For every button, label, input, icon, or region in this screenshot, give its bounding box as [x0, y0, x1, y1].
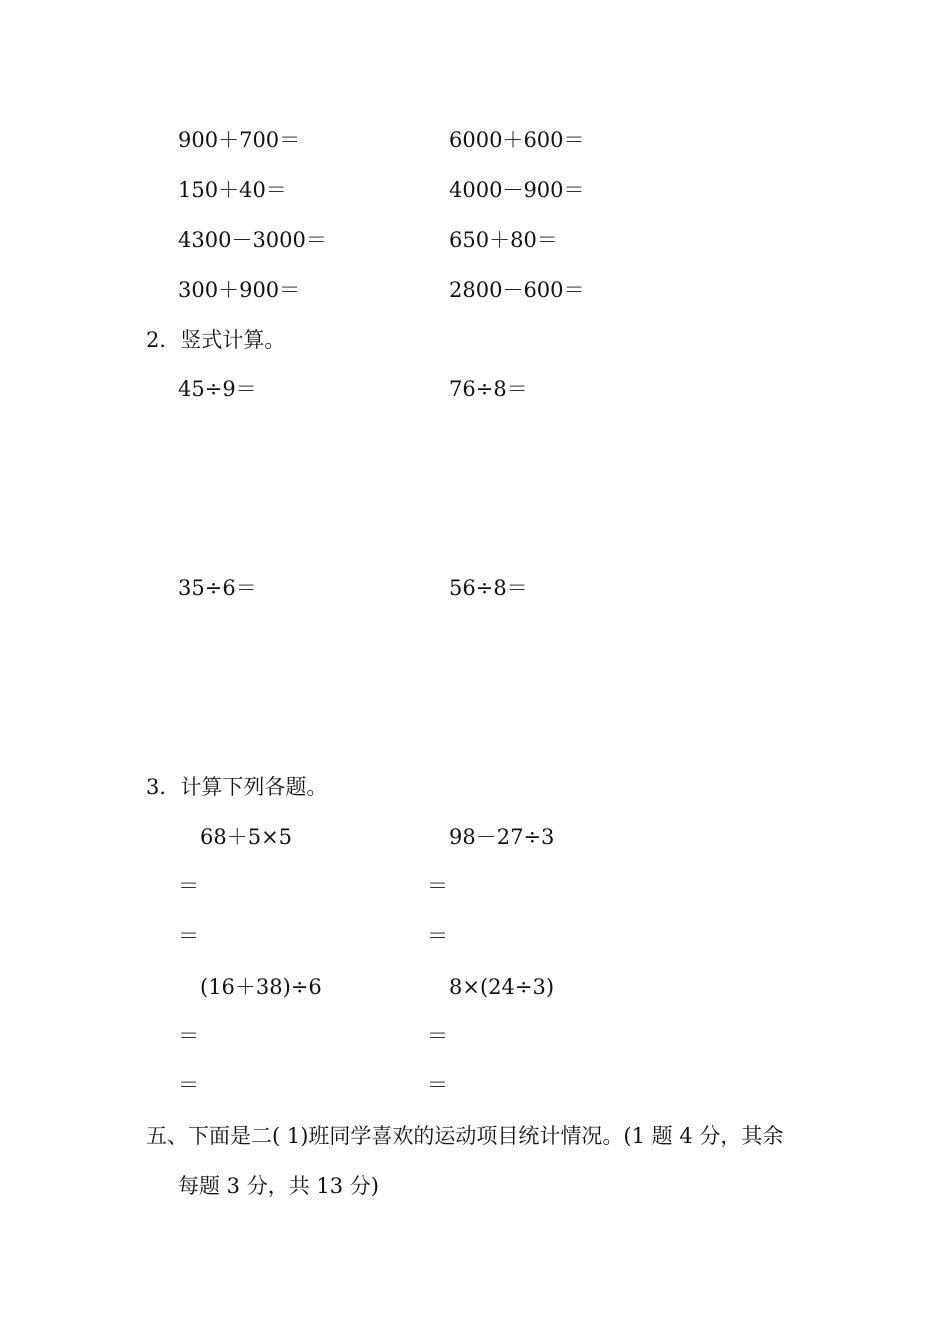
expr: 68＋5×5 [200, 825, 293, 849]
expr: 650＋80＝ [449, 228, 558, 252]
equals-sign: ＝ [178, 924, 199, 948]
expr: (16＋38)÷6 [200, 975, 322, 999]
expr: 6000＋600＝ [449, 128, 585, 152]
expr: 150＋40＝ [178, 178, 287, 202]
expr: 4300－3000＝ [178, 228, 327, 252]
section-title-continued: 每题 3 分，共 13 分) [178, 1174, 379, 1198]
expr: 56÷8＝ [449, 576, 528, 600]
expr: 98－27÷3 [449, 825, 555, 849]
expr: 8×(24÷3) [449, 975, 555, 999]
equals-sign: ＝ [427, 924, 448, 948]
expr: 300＋900＝ [178, 278, 301, 302]
expr: 35÷6＝ [178, 576, 257, 600]
equals-sign: ＝ [427, 1024, 448, 1048]
equals-sign: ＝ [178, 874, 199, 898]
section-heading: 2．竖式计算。 [146, 328, 286, 352]
expr: 4000－900＝ [449, 178, 585, 202]
equals-sign: ＝ [178, 1073, 199, 1097]
section-title: 五、下面是二( 1)班同学喜欢的运动项目统计情况。(1 题 4 分，其余 [146, 1124, 784, 1148]
expr: 45÷9＝ [178, 377, 257, 401]
expr: 900＋700＝ [178, 128, 301, 152]
equals-sign: ＝ [178, 1024, 199, 1048]
section-heading: 3．计算下列各题。 [146, 775, 328, 799]
expr: 2800－600＝ [449, 278, 585, 302]
equals-sign: ＝ [427, 874, 448, 898]
expr: 76÷8＝ [449, 377, 528, 401]
equals-sign: ＝ [427, 1073, 448, 1097]
